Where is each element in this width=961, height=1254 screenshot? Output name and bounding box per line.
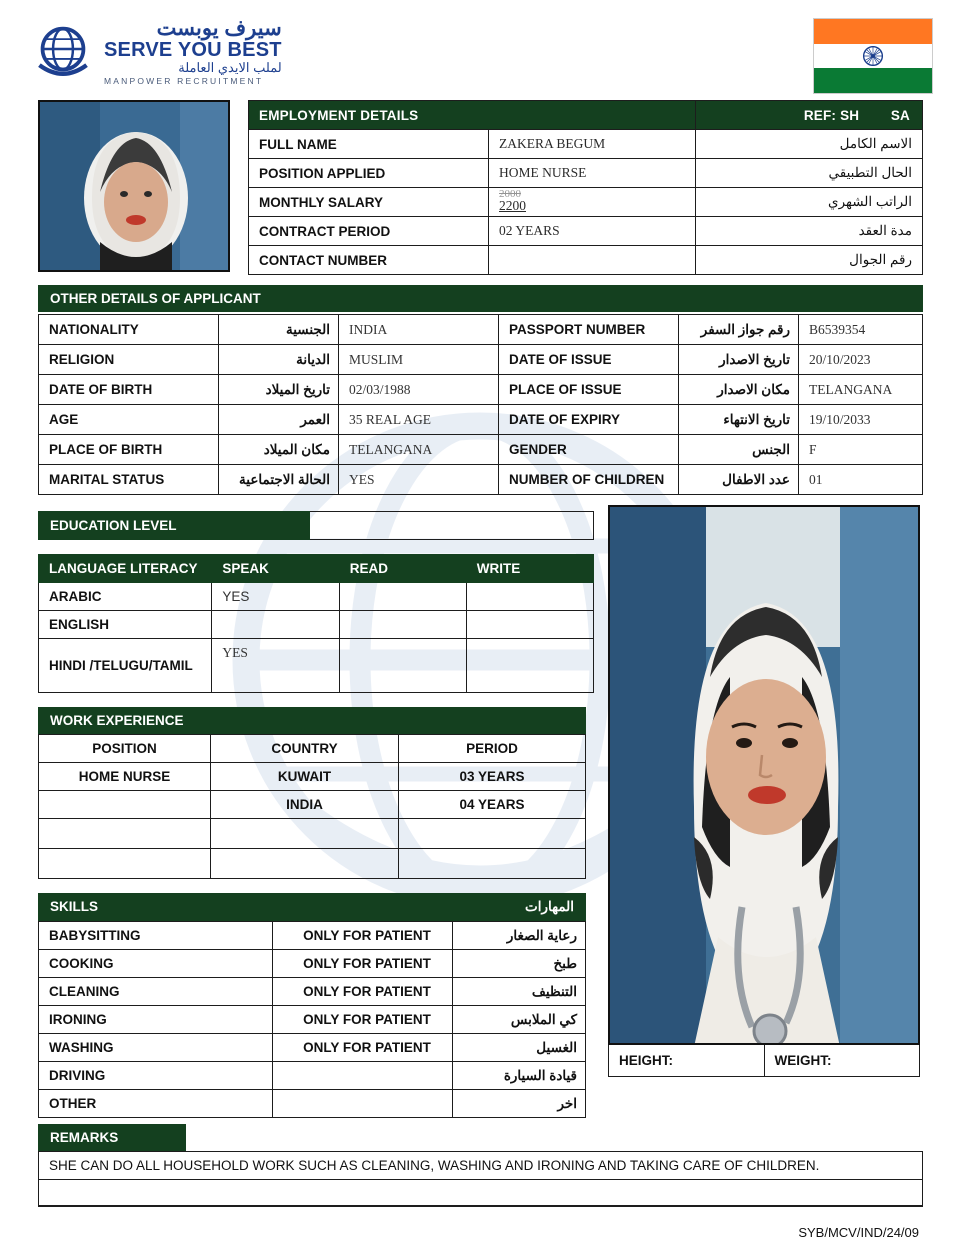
skill-ironing-label: IRONING <box>39 1006 273 1034</box>
weight-field <box>765 1045 920 1076</box>
applicant-photo-small <box>38 100 230 272</box>
table-row <box>249 246 923 275</box>
monthly-salary-current: 2200 <box>499 198 526 213</box>
skill-washing-arabic: الغسيل <box>453 1034 586 1062</box>
table-row <box>249 188 923 217</box>
passport-number-arabic: رقم جواز السفر <box>679 315 799 345</box>
india-flag-icon <box>813 18 933 94</box>
footer-reference: SYB/MCV/IND/24/09 <box>798 1225 919 1240</box>
table-row <box>39 639 594 693</box>
gender-label: GENDER <box>499 435 679 465</box>
age-label: AGE <box>39 405 219 435</box>
height-label: HEIGHT: <box>619 1053 673 1068</box>
marital-status-label: MARITAL STATUS <box>39 465 219 495</box>
remarks-second-line <box>39 1180 922 1206</box>
date-of-birth-label: DATE OF BIRTH <box>39 375 219 405</box>
applicant-photo-block <box>608 505 923 1077</box>
table-row <box>249 159 923 188</box>
skill-cooking-label: COOKING <box>39 950 273 978</box>
table-row <box>39 435 923 465</box>
work-row-3-country <box>211 849 399 879</box>
work-row-1-position <box>39 791 211 819</box>
middle-section <box>0 495 961 1118</box>
skill-cleaning-arabic: التنظيف <box>453 978 586 1006</box>
contract-period-value: 02 YEARS <box>489 217 696 246</box>
contact-number-label: CONTACT NUMBER <box>249 246 489 275</box>
weight-label: WEIGHT: <box>774 1053 832 1068</box>
religion-arabic: الديانة <box>219 345 339 375</box>
applicant-photo-large <box>608 505 920 1045</box>
date-of-issue-label: DATE OF ISSUE <box>499 345 679 375</box>
date-of-issue-arabic: تاريخ الاصدار <box>679 345 799 375</box>
skill-driving-label: DRIVING <box>39 1062 273 1090</box>
place-of-birth-label: PLACE OF BIRTH <box>39 435 219 465</box>
work-experience-table <box>38 734 586 879</box>
skill-babysitting-arabic: رعاية الصغار <box>453 922 586 950</box>
date-of-issue-value: 20/10/2023 <box>799 345 923 375</box>
hindi-read <box>339 639 466 693</box>
contact-number-arabic: رقم الجوال <box>696 246 923 275</box>
position-applied-value: HOME NURSE <box>489 159 696 188</box>
speak-header: SPEAK <box>212 555 339 583</box>
skill-cooking-arabic: طبخ <box>453 950 586 978</box>
employment-ref <box>696 101 923 130</box>
full-name-label: FULL NAME <box>249 130 489 159</box>
work-row-1-country: INDIA <box>211 791 399 819</box>
education-level-value <box>310 511 594 540</box>
skill-babysitting-value: ONLY FOR PATIENT <box>273 922 453 950</box>
position-header: POSITION <box>39 735 211 763</box>
other-details-table <box>38 314 923 495</box>
work-row-0-period: 03 YEARS <box>399 763 586 791</box>
work-experience-title: WORK EXPERIENCE <box>38 707 586 734</box>
page-header <box>0 0 961 100</box>
write-header: WRITE <box>466 555 593 583</box>
place-of-issue-value: TELANGANA <box>799 375 923 405</box>
work-row-2-position <box>39 819 211 849</box>
skill-other-value <box>273 1090 453 1118</box>
work-row-2-period <box>399 819 586 849</box>
place-of-birth-value: TELANGANA <box>339 435 499 465</box>
table-row <box>39 1006 586 1034</box>
brand-english-name: SERVE YOU BEST <box>104 39 282 62</box>
other-details-section <box>0 275 961 495</box>
arabic-write <box>466 583 593 611</box>
language-arabic-label: ARABIC <box>39 583 212 611</box>
nationality-label: NATIONALITY <box>39 315 219 345</box>
table-row <box>249 217 923 246</box>
hindi-write <box>466 639 593 693</box>
passport-number-value: B6539354 <box>799 315 923 345</box>
english-speak <box>212 611 339 639</box>
remarks-box <box>38 1151 923 1207</box>
ref-value: SA <box>890 107 910 123</box>
english-read <box>339 611 466 639</box>
work-row-0-country: KUWAIT <box>211 763 399 791</box>
work-row-3-period <box>399 849 586 879</box>
place-of-issue-arabic: مكان الاصدار <box>679 375 799 405</box>
full-name-arabic: الاسم الكامل <box>696 130 923 159</box>
table-header-row <box>39 735 586 763</box>
position-applied-arabic: الحال التطبيقي <box>696 159 923 188</box>
work-row-2-country <box>211 819 399 849</box>
table-row <box>39 583 594 611</box>
place-of-issue-label: PLACE OF ISSUE <box>499 375 679 405</box>
skill-cleaning-label: CLEANING <box>39 978 273 1006</box>
work-row-3-position <box>39 849 211 879</box>
table-row <box>39 611 594 639</box>
passport-number-label: PASSPORT NUMBER <box>499 315 679 345</box>
table-row <box>39 345 923 375</box>
table-row <box>39 315 923 345</box>
religion-label: RELIGION <box>39 345 219 375</box>
remarks-text: SHE CAN DO ALL HOUSEHOLD WORK SUCH AS CLEANING, WASHING AND IRONING AND TAKING CARE OF CHILDREN. <box>39 1152 922 1180</box>
skills-table <box>38 921 586 1118</box>
table-row <box>39 763 586 791</box>
number-of-children-label: NUMBER OF CHILDREN <box>499 465 679 495</box>
brand-arabic-name: سيرف يوبست <box>156 17 282 40</box>
skill-other-arabic: اخر <box>453 1090 586 1118</box>
skill-other-label: OTHER <box>39 1090 273 1118</box>
remarks-section <box>0 1124 961 1207</box>
education-level-row <box>38 511 594 540</box>
table-row <box>39 819 586 849</box>
skill-ironing-arabic: كي الملابس <box>453 1006 586 1034</box>
table-row <box>249 130 923 159</box>
table-header-row <box>39 555 594 583</box>
monthly-salary-label: MONTHLY SALARY <box>249 188 489 217</box>
brand-tagline: MANPOWER RECRUITMENT <box>104 75 264 86</box>
globe-logo-icon <box>32 23 94 81</box>
table-row <box>39 465 923 495</box>
position-applied-label: POSITION APPLIED <box>249 159 489 188</box>
table-row <box>39 405 923 435</box>
table-row <box>39 950 586 978</box>
work-row-1-period: 04 YEARS <box>399 791 586 819</box>
height-field <box>609 1045 765 1076</box>
date-of-birth-arabic: تاريخ الميلاد <box>219 375 339 405</box>
date-of-expiry-value: 19/10/2033 <box>799 405 923 435</box>
monthly-salary-value <box>489 188 696 217</box>
employment-section <box>0 100 961 275</box>
employment-details-table <box>248 100 923 275</box>
gender-arabic: الجنس <box>679 435 799 465</box>
skills-header <box>38 893 586 921</box>
date-of-expiry-label: DATE OF EXPIRY <box>499 405 679 435</box>
country-header: COUNTRY <box>211 735 399 763</box>
period-header: PERIOD <box>399 735 586 763</box>
skills-title-arabic: المهارات <box>348 893 586 921</box>
full-name-value: ZAKERA BEGUM <box>489 130 696 159</box>
measurements-row <box>608 1045 920 1077</box>
education-level-label: EDUCATION LEVEL <box>38 511 310 540</box>
table-row <box>39 849 586 879</box>
ref-label: REF: SH <box>803 107 860 123</box>
number-of-children-value: 01 <box>799 465 923 495</box>
skills-title: SKILLS <box>38 893 348 921</box>
contract-period-label: CONTRACT PERIOD <box>249 217 489 246</box>
skill-driving-arabic: قيادة السيارة <box>453 1062 586 1090</box>
employment-section-title: EMPLOYMENT DETAILS <box>249 101 696 130</box>
arabic-read <box>339 583 466 611</box>
place-of-birth-arabic: مكان الميلاد <box>219 435 339 465</box>
marital-status-value: YES <box>339 465 499 495</box>
monthly-salary-arabic: الراتب الشهري <box>696 188 923 217</box>
language-header: LANGUAGE LITERACY <box>39 555 212 583</box>
skill-washing-label: WASHING <box>39 1034 273 1062</box>
arabic-speak: YES <box>212 583 339 611</box>
nationality-value: INDIA <box>339 315 499 345</box>
hindi-speak: YES <box>212 639 339 693</box>
table-row <box>39 978 586 1006</box>
skill-cleaning-value: ONLY FOR PATIENT <box>273 978 453 1006</box>
table-row <box>39 1034 586 1062</box>
nationality-arabic: الجنسية <box>219 315 339 345</box>
remarks-title: REMARKS <box>38 1124 186 1151</box>
date-of-expiry-arabic: تاريخ الانتهاء <box>679 405 799 435</box>
age-arabic: العمر <box>219 405 339 435</box>
brand-block <box>32 18 282 86</box>
table-row <box>39 922 586 950</box>
skill-cooking-value: ONLY FOR PATIENT <box>273 950 453 978</box>
age-value: 35 REAL AGE <box>339 405 499 435</box>
other-details-title: OTHER DETAILS OF APPLICANT <box>38 285 478 312</box>
language-literacy-table <box>38 554 594 693</box>
skill-washing-value: ONLY FOR PATIENT <box>273 1034 453 1062</box>
skill-babysitting-label: BABYSITTING <box>39 922 273 950</box>
monthly-salary-struck: 2000 <box>499 188 521 200</box>
english-write <box>466 611 593 639</box>
number-of-children-arabic: عدد الاطفال <box>679 465 799 495</box>
date-of-birth-value: 02/03/1988 <box>339 375 499 405</box>
skill-ironing-value: ONLY FOR PATIENT <box>273 1006 453 1034</box>
table-row <box>39 1090 586 1118</box>
table-row <box>39 1062 586 1090</box>
language-hindi-label: HINDI /TELUGU/TAMIL <box>39 639 212 693</box>
read-header: READ <box>339 555 466 583</box>
skill-driving-value <box>273 1062 453 1090</box>
employment-header-row <box>249 101 923 130</box>
brand-arabic-subtitle: لملب الايدي العاملة <box>178 60 282 76</box>
contract-period-arabic: مدة العقد <box>696 217 923 246</box>
religion-value: MUSLIM <box>339 345 499 375</box>
marital-status-arabic: الحالة الاجتماعية <box>219 465 339 495</box>
contact-number-value <box>489 246 696 275</box>
table-row <box>39 375 923 405</box>
table-row <box>39 791 586 819</box>
work-row-0-position: HOME NURSE <box>39 763 211 791</box>
gender-value: F <box>799 435 923 465</box>
language-english-label: ENGLISH <box>39 611 212 639</box>
